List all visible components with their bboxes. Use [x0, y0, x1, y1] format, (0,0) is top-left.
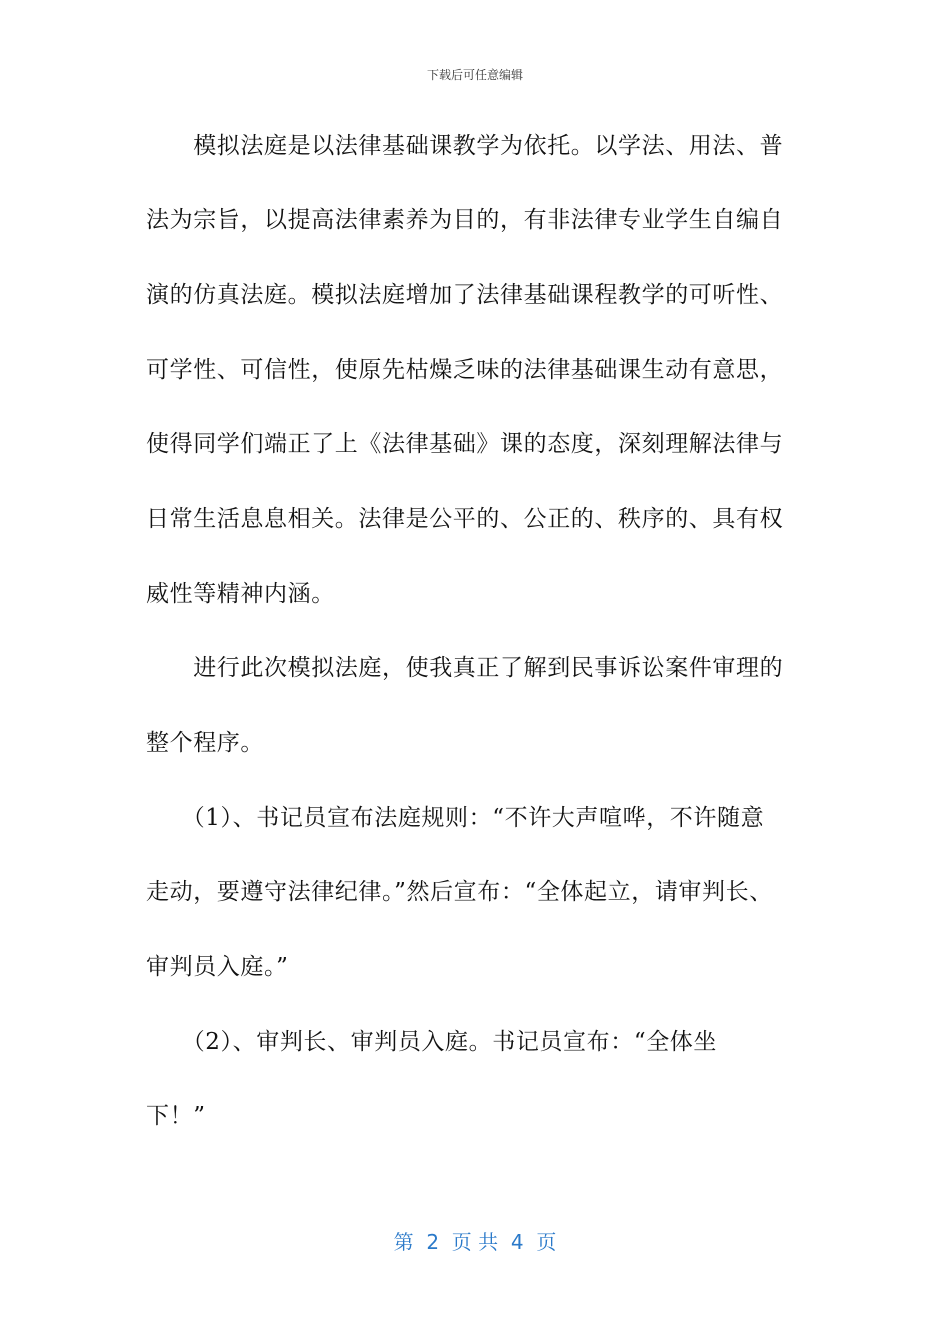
body-line-3: 演的仿真法庭。模拟法庭增加了法律基础课程教学的可听性、: [146, 282, 784, 308]
body-line-5: 使得同学们端正了上《法律基础》课的态度，深刻理解法律与: [146, 431, 784, 457]
body-line-9: 整个程序。: [146, 730, 264, 756]
body-line-6: 日常生活息息相关。法律是公平的、公正的、秩序的、具有权: [146, 506, 784, 532]
page-footer: 第 2 页 共 4 页: [393, 1230, 557, 1254]
body-line-10: （1）、书记员宣布法庭规则：“不许大声喧哗，不许随意: [146, 805, 765, 831]
body-line-2: 法为宗旨，以提高法律素养为目的，有非法律专业学生自编自: [146, 207, 784, 233]
body-line-11: 走动，要遵守法律纪律。”然后宣布：“全体起立，请审判长、: [146, 879, 773, 905]
body-line-1: 模拟法庭是以法律基础课教学为依托。以学法、用法、普: [146, 133, 784, 159]
body-line-7: 威性等精神内涵。: [146, 581, 335, 607]
body-line-12: 审判员入庭。”: [146, 954, 289, 980]
body-line-8: 进行此次模拟法庭，使我真正了解到民事诉讼案件审理的: [146, 655, 784, 681]
page-header: 下载后可任意编辑: [426, 68, 523, 82]
body-line-4: 可学性、可信性，使原先枯燥乏味的法律基础课生动有意思，: [146, 357, 784, 383]
body-line-14: 下！”: [146, 1103, 206, 1129]
body-line-13: （2）、审判长、审判员入庭。书记员宣布：“全体坐: [146, 1029, 717, 1055]
